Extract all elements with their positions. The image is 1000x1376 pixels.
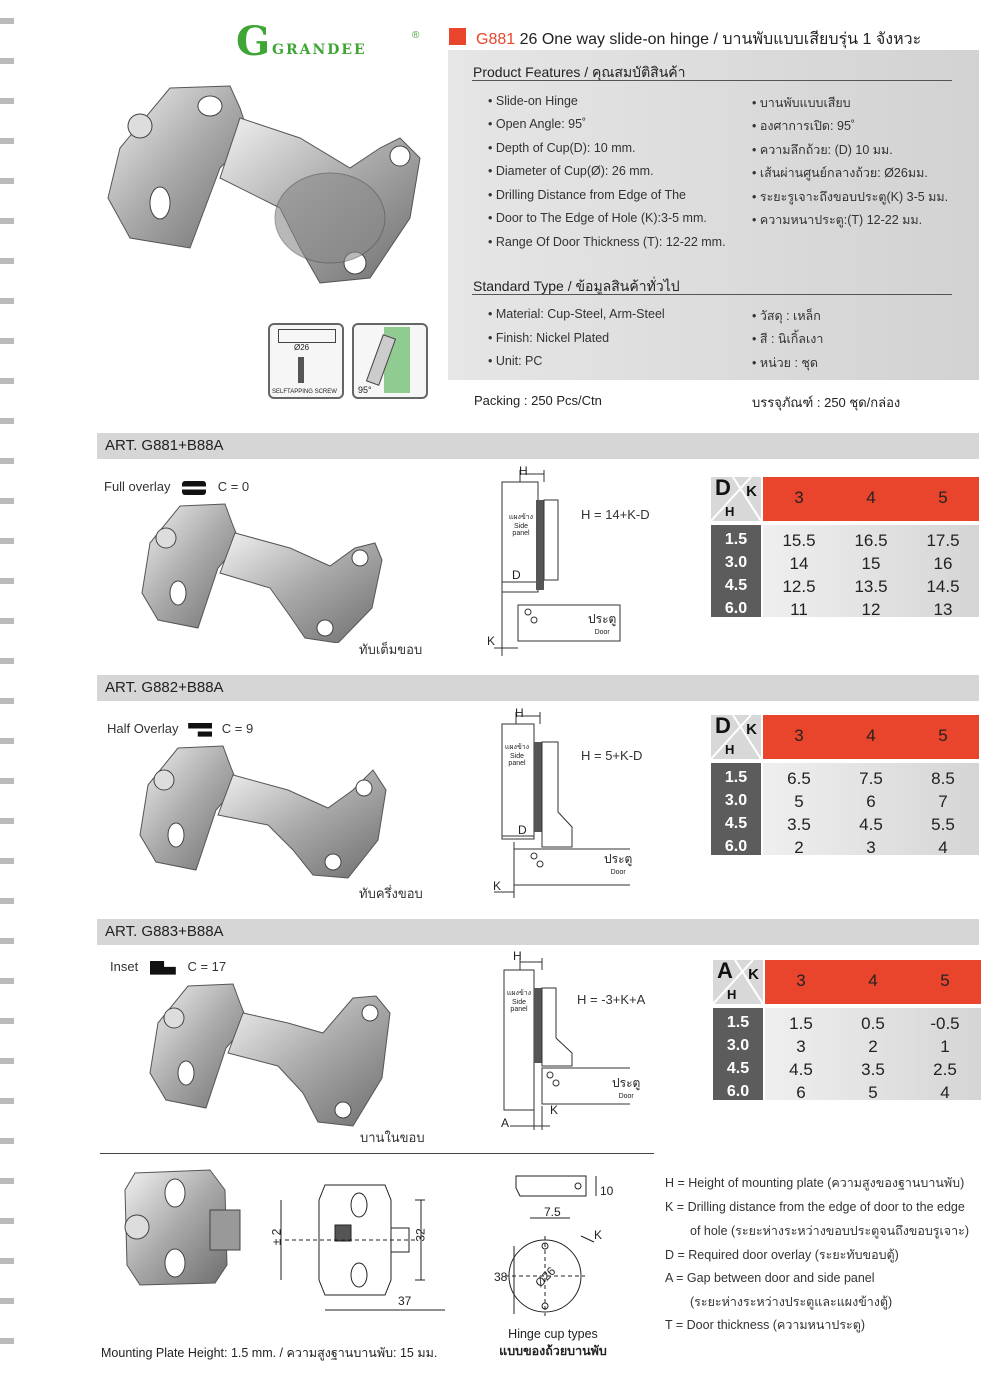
overlay-type: Full overlay C = 0 <box>104 479 250 494</box>
feature-th-6: • ความหนาประตู:(T) 12-22 มม. <box>752 213 923 227</box>
dim-k: K <box>550 1103 559 1117</box>
full-overlay-icon <box>182 481 206 495</box>
feature-en-3: • Depth of Cup(D): 10 mm. <box>488 141 636 155</box>
table-values: 1.5 0.5 -0.5 3 2 1 4.5 3.5 2.5 6 5 4 <box>765 1008 981 1100</box>
table-g881 <box>711 477 979 617</box>
formula: H = 14+K-D <box>581 507 650 522</box>
table-k-header: 3 4 5 <box>763 477 979 521</box>
dim-h: H <box>515 706 524 720</box>
cup-diameter-label: Ø26 <box>294 343 310 352</box>
table-h-column: 1.5 3.0 4.5 6.0 <box>711 763 761 855</box>
table-g883 <box>713 960 981 1100</box>
door-label: ประตู Door <box>604 852 633 876</box>
mounting-plate-drawing <box>265 1170 455 1320</box>
overlay-caption-th: ทับครึ่งขอบ <box>359 886 423 901</box>
art-bar-g882 <box>97 675 979 701</box>
dim-k: K <box>594 1228 603 1242</box>
packing-en: Packing : 250 Pcs/Ctn <box>474 393 602 408</box>
table-values: 15.5 16.5 17.5 14 15 16 12.5 13.5 14.5 11 12 13 <box>763 525 979 617</box>
side-panel-label: แผงข้าง Side panel <box>508 514 534 537</box>
bottom-divider <box>100 1153 654 1154</box>
table-g882 <box>711 715 979 855</box>
table-corner: D K H <box>711 715 761 759</box>
mounting-plate-caption: Mounting Plate Height: 1.5 mm. / ความสูงฐานบานพับ: 15 มม. <box>101 1346 438 1360</box>
legend-a: A = Gap between door and side panel <box>665 1271 875 1285</box>
dim-d: D <box>518 823 527 837</box>
standard-divider <box>472 294 952 295</box>
dim-plus-minus-2: ± 2 <box>269 1228 284 1246</box>
product-title-text: 26 One way slide-on hinge / บานพับแบบเสียบรุ่น 1 จังหวะ <box>519 31 922 48</box>
legend-k-cont: of hole (ระยะห่างระหว่างขอบประตูจนถึงขอบรูเจาะ) <box>690 1224 970 1238</box>
art-title: ART. G883+B88A <box>105 923 224 940</box>
feature-en-5: • Drilling Distance from Edge of The <box>488 188 686 202</box>
cup-screw-icon <box>268 323 344 399</box>
art-title: ART. G882+B88A <box>105 679 224 696</box>
binding-holes <box>0 0 14 1376</box>
dim-26: Ø26 <box>532 1264 559 1290</box>
dim-k: K <box>487 634 496 648</box>
dim-h: H <box>519 464 528 478</box>
hinge-image-g881 <box>130 498 390 643</box>
mounting-plate-image <box>115 1165 245 1290</box>
features-heading: Product Features / คุณสมบัติสินค้า <box>473 64 686 80</box>
open-angle-icon <box>352 323 428 399</box>
logo-letter: G <box>236 18 271 65</box>
feature-en-6: • Door to The Edge of Hole (K):3-5 mm. <box>488 211 707 225</box>
dim-37: 37 <box>398 1294 412 1308</box>
cup-drawing <box>278 329 336 343</box>
packing-th: บรรจุภัณฑ์ : 250 ชุด/กล่อง <box>752 395 901 410</box>
table-h-column: 1.5 3.0 4.5 6.0 <box>711 525 761 617</box>
art-title: ART. G881+B88A <box>105 437 224 454</box>
grandee-logo <box>236 18 426 65</box>
door-label: ประตู Door <box>612 1076 641 1100</box>
standard-en-3: • Unit: PC <box>488 354 543 368</box>
dim-32: 32 <box>413 1228 428 1242</box>
hinge-cup-caption: Hinge cup types แบบของถ้วยบานพับ <box>499 1327 607 1358</box>
standard-th-1: • วัสดุ : เหล็ก <box>752 309 821 323</box>
angle-label: 95° <box>358 385 372 395</box>
screw-icon <box>298 357 304 383</box>
dim-d: D <box>512 568 521 582</box>
dim-a: A <box>501 1116 510 1130</box>
overlay-caption-th: ทับเต็มขอบ <box>359 642 423 657</box>
art-bar-g881 <box>97 433 979 459</box>
product-title <box>476 27 921 52</box>
dim-10: 10 <box>600 1184 614 1198</box>
table-k-header: 3 4 5 <box>765 960 981 1004</box>
inset-icon <box>150 961 176 975</box>
overlay-caption-th: บานในขอบ <box>360 1130 425 1145</box>
standard-heading: Standard Type / ข้อมูลสินค้าทั่วไป <box>473 278 680 294</box>
feature-en-4: • Diameter of Cup(Ø): 26 mm. <box>488 164 654 178</box>
registered-mark: ® <box>412 30 420 41</box>
art-bar-g883 <box>97 919 979 945</box>
legend-t: T = Door thickness (ความหนาประตู) <box>665 1318 866 1332</box>
hinge-image-g882 <box>128 740 393 880</box>
formula: H = -3+K+A <box>577 992 646 1007</box>
table-k-header: 3 4 5 <box>763 715 979 759</box>
standard-th-2: • สี : นิเกิ้ลเงา <box>752 332 824 346</box>
legend-k: K = Drilling distance from the edge of door to the edge <box>665 1200 965 1214</box>
feature-th-1: • บานพับแบบเสียบ <box>752 96 851 110</box>
feature-th-4: • เส้นผ่านศูนย์กลางถ้วย: Ø26มม. <box>752 166 928 180</box>
legend-a-cont: (ระยะห่างระหว่างประตูและแผงข้างตู้) <box>690 1295 893 1309</box>
legend-d: D = Required door overlay (ระยะทับขอบตู้) <box>665 1248 899 1262</box>
standard-en-2: • Finish: Nickel Plated <box>488 331 610 345</box>
feature-en-7: • Range Of Door Thickness (T): 12-22 mm. <box>488 235 726 249</box>
table-corner: A K H <box>713 960 763 1004</box>
standard-th-3: • หน่วย : ชุด <box>752 356 819 370</box>
half-overlay-icon <box>188 723 212 737</box>
side-panel-label: แผงข้าง Side panel <box>504 744 530 767</box>
product-code: G881 <box>476 31 516 48</box>
table-values: 6.5 7.5 8.5 5 6 7 3.5 4.5 5.5 2 3 4 <box>763 763 979 855</box>
legend-h: H = Height of mounting plate (ความสูงของฐานบานพับ) <box>665 1176 965 1190</box>
overlay-type: Inset C = 17 <box>110 959 227 974</box>
dim-k: K <box>493 879 502 893</box>
door-label: ประตู Door <box>588 612 617 636</box>
feature-en-1: • Slide-on Hinge <box>488 94 578 108</box>
title-marker-square <box>449 28 466 45</box>
feature-en-2: • Open Angle: 95˚ <box>488 117 587 131</box>
features-divider <box>472 80 952 81</box>
dim-38: 38 <box>494 1270 508 1284</box>
overlay-type: Half Overlay C = 9 <box>107 721 254 736</box>
feature-th-2: • องศาการเปิด: 95˚ <box>752 119 856 133</box>
logo-word: GRANDEE <box>272 42 367 58</box>
hinge-image-g883 <box>138 978 398 1128</box>
dim-7-5: 7.5 <box>544 1205 561 1219</box>
hinge-product-image <box>100 78 440 293</box>
table-h-column: 1.5 3.0 4.5 6.0 <box>713 1008 763 1100</box>
feature-th-3: • ความลึกถ้วย: (D) 10 มม. <box>752 143 893 157</box>
table-corner: D K H <box>711 477 761 521</box>
standard-en-1: • Material: Cup-Steel, Arm-Steel <box>488 307 665 321</box>
side-panel-label: แผงข้าง Side panel <box>506 990 532 1013</box>
feature-th-5: • ระยะรูเจาะถึงขอบประตู(K) 3-5 มม. <box>752 190 949 204</box>
formula: H = 5+K-D <box>581 748 643 763</box>
screw-label: SELFTAPPING SCREW <box>272 389 337 395</box>
dim-h: H <box>513 949 522 963</box>
